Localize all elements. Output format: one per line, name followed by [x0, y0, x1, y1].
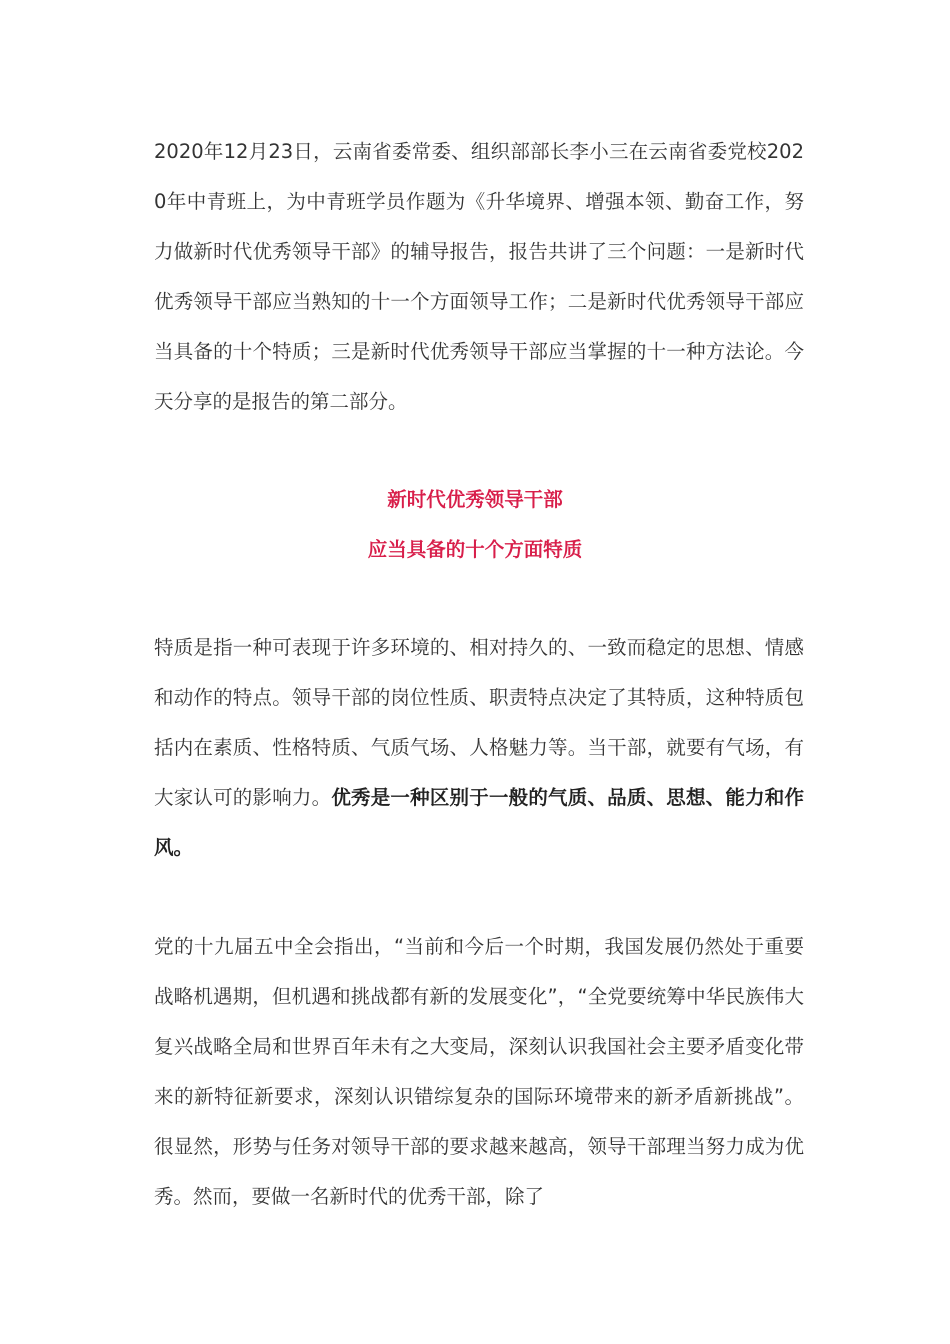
intro-paragraph: 2020年12月23日，云南省委常委、组织部部长李小三在云南省委党校2020年中青班上，为中青班学员作题为《升华境界、增强本领、勤奋工作，努力做新时代优秀领导干部》的辅导报告，报告共讲了三个问题：一是新时代优秀领导干部应当熟知的十一个方面领导工作；二是新时代优秀领导干部应当具备的十个特质；三是新时代优秀领导干部应当掌握的十一种方法论。今天分享的是报告的第二部分。 — [154, 140, 804, 413]
section-title-line-2: 应当具备的十个方面特质 — [367, 538, 583, 561]
traits-paragraph — [154, 623, 804, 873]
plenum-paragraph: 党的十九届五中全会指出，“当前和今后一个时期，我国发展仍然处于重要战略机遇期，但机遇和挑战都有新的发展变化”，“全党要统筹中华民族伟大复兴战略全局和世界百年未有之大变局，深刻认识我国社会主要矛盾变化带来的新特征新要求，深刻认识错综复杂的国际环境带来的新矛盾新挑战”。很显然，形势与任务对领导干部的要求越来越高，领导干部理当努力成为优秀。然而，要做一名新时代的优秀干部，除了 — [154, 935, 804, 1208]
traits-paragraph-text: 特质是指一种可表现于许多环境的、相对持久的、一致而稳定的思想、情感和动作的特点。领导干部的岗位性质、职责特点决定了其特质，这种特质包括内在素质、性格特质、气质气场、人格魅力等。当干部，就要有气场，有大家认可的影响力。 — [154, 636, 804, 809]
section-title-line-1: 新时代优秀领导干部 — [387, 488, 563, 511]
traits-paragraph-emphasis: 优秀是一种区别于一般的气质、品质、思想、能力和作风。 — [154, 786, 804, 859]
